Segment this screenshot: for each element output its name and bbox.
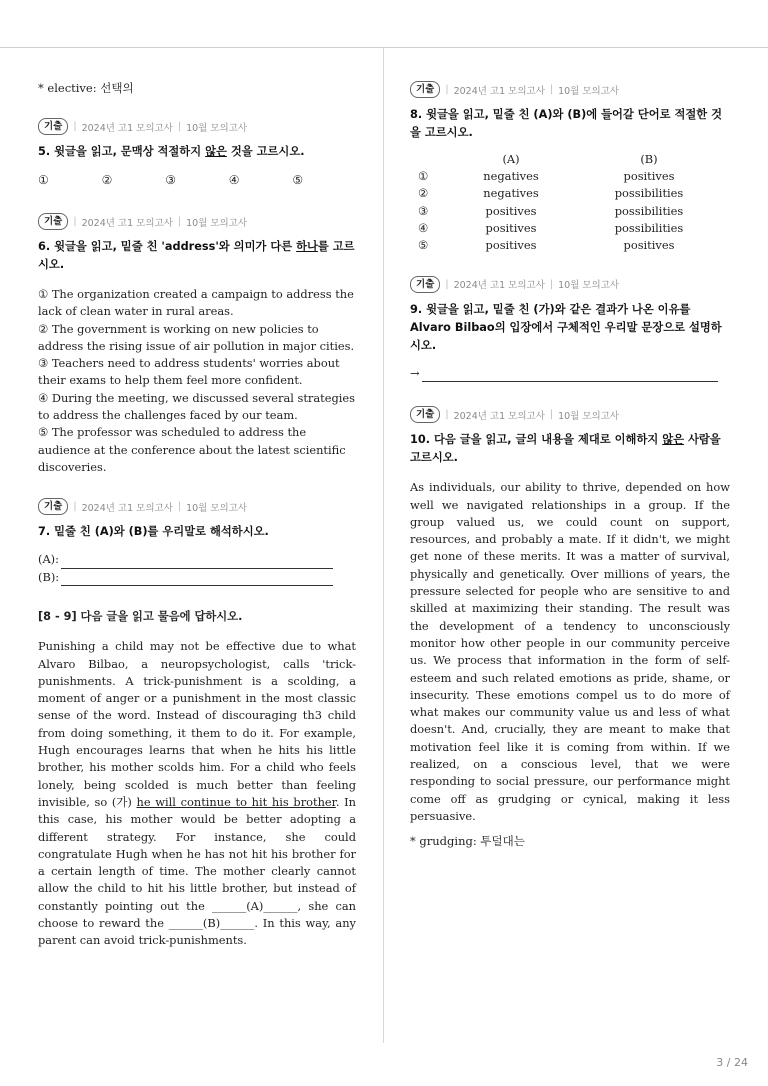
past-exam-badge: 기출 (410, 276, 440, 293)
tag-year: 2024년 고1 모의고사 (81, 217, 173, 229)
q9-answer[interactable] (410, 365, 730, 383)
tag-exam: 10월 모의고사 (186, 502, 248, 514)
q5-title: 5. 윗글을 읽고, 문맥상 적절하지 않은 것을 고르시오. (38, 145, 305, 158)
q89-passage: Punishing a child may not be effective due to what Alvaro Bilbao, a neuropsychologist, calls 'trick-punishments. A trick-punishment is a scolding, a moment of anger or a punishment in the most classic sense of the word. Instead of discouraging th3 child from doing something, it them to do it. For example, Hugh encourages learns that when he hits his little brother, his mother scolds him. For a child who feels lonely, being scolded is much better than feeling invisible, so (가) he will continue to hit his brother. In this case, his mother would be better adopting a different strategy. For instance, she could congratulate Hugh when he has not hit his brother for a certain length of time. The mother clearly cannot allow the child to hit his little brother, but instead of constantly pointing out the ______(A)______, she can choose to reward the ______(B)______. In this way, any parent can avoid trick-punishments. (38, 639, 356, 948)
grudging-note: * grudging: 투덜대는 (410, 834, 525, 849)
q10-passage: As individuals, our ability to thrive, depended on how well we navigated relationships in a group. If the group valued us, we could count on support, resources, and probably a mate. If it didn't, we might get none of these merits. It was a matter of survival, physically and genetically. Over millions of years, the pressure selected for people who are sensitive to and skilled at maximizing their standing. The result was the development of a tendency to unconsciously monitor how other people in our community perceive us. We process that information in the form of self-esteem and such related emotions as pride, shame, or insecurity. These emotions compel us to do more of what makes our community value us and less of what doesn't. And, crucially, they are meant to make that motivation feel like it is coming from within. If we realized, on a conscious level, that we were responding to social pressure, our performance might come off as grudging or cynical, making it less persuasive. (410, 480, 730, 823)
header-a: (A) (502, 151, 520, 166)
q7-answers (38, 551, 356, 586)
q6-option-3[interactable]: ③ Teachers need to address students' worries about their exams to help them feel more confident. (38, 356, 340, 388)
choice-5[interactable]: ⑤ (292, 173, 304, 187)
question-tag: 기출 | 2024년 고1 모의고사 | 10월 모의고사 (38, 498, 356, 515)
question-tag: 기출 | 2024년 고1 모의고사 | 10월 모의고사 (410, 81, 730, 98)
q89-heading: [8 - 9] 다음 글을 읽고 물음에 답하시오. (38, 610, 243, 624)
past-exam-badge: 기출 (410, 81, 440, 98)
past-exam-badge: 기출 (38, 118, 68, 135)
q6-title: 6. 윗글을 읽고, 밑줄 친 'address'와 의미가 다른 하나를 고르시오. (38, 240, 355, 271)
q9-title: 9. 윗글을 읽고, 밑줄 친 (가)와 같은 결과가 나온 이유를 Alvaro Bilbao의 입장에서 구체적인 우리말 문장으로 설명하시오. (410, 302, 722, 352)
tag-exam: 10월 모의고사 (186, 122, 248, 134)
table-row[interactable]: ④ positives possibilities (418, 220, 684, 235)
q6-option-5[interactable]: ⑤ The professor was scheduled to address the audience at the conference about the latest scientific discoveries. (38, 425, 346, 474)
table-header-row (418, 150, 724, 167)
past-exam-badge: 기출 (38, 213, 68, 230)
q7-answer-a[interactable]: (A): (38, 551, 356, 569)
elective-note: * elective: 선택의 (38, 81, 134, 95)
choice-1[interactable]: ① (38, 173, 49, 187)
q5-choices (38, 173, 356, 187)
arrow-icon: → (410, 365, 420, 380)
table-row[interactable]: ③ positives possibilities (418, 203, 684, 218)
q10-title: 10. 다음 글을 읽고, 글의 내용을 제대로 이해하지 않은 사람을 고르시오. (410, 433, 721, 465)
underlined-ga: he will continue to hit his brother (136, 794, 336, 809)
q8-choice-table (418, 150, 724, 254)
q7-answer-b[interactable]: (B): (38, 569, 356, 587)
question-tag: 기출 | 2024년 고1 모의고사 | 10월 모의고사 (38, 118, 356, 135)
table-row[interactable]: ① negatives positives (418, 168, 675, 183)
left-column (38, 76, 356, 950)
q6-options (38, 286, 356, 476)
question-tag: 기출 | 2024년 고1 모의고사 | 10월 모의고사 (38, 213, 356, 230)
q6-option-1[interactable]: ① The organization created a campaign to address the lack of clean water in rural areas. (38, 287, 354, 319)
choice-3[interactable]: ③ (165, 173, 176, 187)
question-tag: 기출 | 2024년 고1 모의고사 | 10월 모의고사 (410, 406, 730, 423)
tag-exam: 10월 모의고사 (186, 217, 248, 229)
question-tag: 기출 | 2024년 고1 모의고사 | 10월 모의고사 (410, 276, 730, 293)
tag-year: 2024년 고1 모의고사 (453, 410, 545, 422)
table-row[interactable]: ⑤ positives positives (418, 238, 675, 253)
q8-title: 8. 윗글을 읽고, 밑줄 친 (A)와 (B)에 들어갈 단어로 적절한 것을 고르시오. (410, 108, 723, 139)
choice-2[interactable]: ② (101, 173, 113, 187)
tag-year: 2024년 고1 모의고사 (81, 502, 173, 514)
choice-4[interactable]: ④ (228, 173, 240, 187)
page-number: 3 / 24 (716, 1056, 748, 1069)
tag-exam: 10월 모의고사 (558, 410, 620, 422)
tag-exam: 10월 모의고사 (558, 280, 620, 292)
tag-year: 2024년 고1 모의고사 (81, 122, 173, 134)
header-divider (0, 47, 768, 48)
past-exam-badge: 기출 (38, 498, 68, 515)
q6-option-2[interactable]: ② The government is working on new policies to address the rising issue of air pollution in major cities. (38, 321, 355, 353)
tag-exam: 10월 모의고사 (558, 85, 620, 97)
q7-title: 7. 밑줄 친 (A)와 (B)를 우리말로 해석하시오. (38, 525, 269, 539)
tag-year: 2024년 고1 모의고사 (453, 280, 545, 292)
past-exam-badge: 기출 (410, 406, 440, 423)
column-divider (383, 48, 384, 1043)
table-row[interactable]: ② negatives possibilities (418, 186, 684, 201)
q6-option-4[interactable]: ④ During the meeting, we discussed several strategies to address the challenges faced by our team. (38, 390, 355, 423)
header-b: (B) (640, 151, 658, 166)
tag-year: 2024년 고1 모의고사 (453, 85, 545, 97)
right-column (410, 76, 730, 849)
